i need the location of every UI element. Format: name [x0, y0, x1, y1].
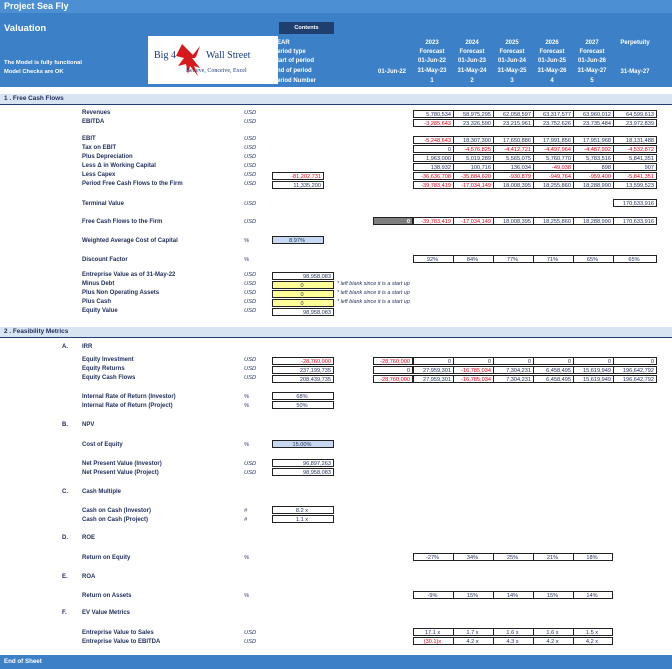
ev-cell: 0: [272, 281, 334, 289]
value-cell: -4,487,992: [573, 145, 613, 153]
header-row-label: Period type: [273, 49, 306, 55]
value-cell: 92%: [413, 255, 453, 263]
row-unit: USD: [244, 119, 257, 125]
model-status-2: Model Checks are OK: [4, 69, 64, 75]
value-cell: 0: [493, 357, 533, 365]
subsection-title: IRR: [82, 344, 93, 350]
value-cell: -9%: [413, 591, 453, 599]
value-cell: 7,304,231: [493, 366, 533, 374]
value-cell: 4.3 x: [493, 637, 533, 645]
value-cell: 5,019,289: [453, 154, 493, 162]
section-feasibility: [0, 327, 672, 338]
row-unit: USD: [244, 461, 257, 467]
value-cell: 63,317,577: [533, 110, 573, 118]
row-label: Equity Investment: [82, 357, 134, 363]
row-unit: %: [244, 238, 250, 244]
period-year: 2027: [585, 40, 599, 46]
perpetuity-end: 31-May-27: [620, 69, 650, 75]
period-num: 4: [550, 78, 554, 84]
value-cell: 17,991,856: [533, 136, 573, 144]
value-cell: -27%: [413, 553, 453, 561]
period-num: 2: [470, 78, 474, 84]
ev-note: * left blank since it is a start up: [337, 281, 410, 287]
value-cell: 17,650,886: [493, 136, 533, 144]
row-label: Plus Cash: [82, 299, 112, 305]
row-label: Revenues: [82, 110, 111, 116]
value-cell: 0: [533, 357, 573, 365]
npv-project-cell: 98,958,083: [272, 468, 334, 476]
value-cell: 58,975,295: [453, 110, 493, 118]
row-unit: USD: [244, 219, 257, 225]
value-cell: 18,008,395: [493, 181, 533, 189]
row-label: Equity Value: [82, 308, 118, 314]
coc-project-cell: 1.1 x: [272, 515, 334, 523]
row-unit: USD: [244, 272, 257, 278]
value-cell: -3,285,643: [413, 119, 453, 127]
value-cell: 15,619,949: [573, 366, 613, 374]
value-cell: 100,716: [453, 163, 493, 171]
value-cell: 136,034: [493, 163, 533, 171]
row-label: Equity Cash Flows: [82, 375, 136, 381]
period-end: 31-May-23: [417, 68, 447, 74]
value-cell: -39,783,419: [413, 181, 453, 189]
value-cell: 196,642,792: [613, 366, 657, 374]
value-cell: 0: [413, 145, 453, 153]
row-label: EBIT: [82, 136, 96, 142]
row-label: Terminal Value: [82, 201, 124, 207]
row-label: Period Free Cash Flows to the Firm: [82, 181, 183, 187]
row-unit: USD: [244, 136, 257, 142]
value-cell: 4.2 x: [573, 637, 613, 645]
period-num: 3: [510, 78, 514, 84]
ev-note: * left blank since it is a start up: [337, 290, 410, 296]
row-unit: %: [244, 394, 250, 400]
value-cell: 1,963,000: [413, 154, 453, 162]
value-cell: 17,951,968: [573, 136, 613, 144]
row-unit: USD: [244, 639, 257, 645]
value-cell: 196,642,792: [613, 375, 657, 383]
row-unit: USD: [244, 630, 257, 636]
period-year: 2023: [425, 40, 439, 46]
value-cell: 18,255,860: [533, 181, 573, 189]
value-cell: 23,972,839: [613, 119, 657, 127]
row-unit: #: [244, 517, 248, 523]
logo: [148, 36, 278, 84]
row-label: Net Present Value (Project): [82, 470, 159, 476]
irr-total-cell: 237,199,735: [272, 366, 334, 374]
value-cell: 25%: [493, 553, 533, 561]
value-cell: 5,780,534: [413, 110, 453, 118]
period-type: Forecast: [539, 49, 565, 55]
irr-total-cell: 208,439,735: [272, 375, 334, 383]
value-cell: 15,619,949: [573, 375, 613, 383]
row-unit: USD: [244, 145, 257, 151]
value-cell: 0: [613, 357, 657, 365]
row-unit: USD: [244, 281, 257, 287]
row-unit: USD: [244, 172, 257, 178]
row-unit: USD: [244, 470, 257, 476]
value-cell: -49,038: [533, 163, 573, 171]
fcff-zero-cell: 0: [373, 217, 413, 225]
row-label: Internal Rate of Return (Project): [82, 403, 173, 409]
irr-col0-cell: -28,760,000: [373, 375, 413, 383]
value-cell: 5,760,770: [533, 154, 573, 162]
total-cell: 11,335,200: [272, 181, 324, 189]
row-unit: USD: [244, 181, 257, 187]
footer-bar: [0, 655, 672, 669]
row-label: Equity Returns: [82, 366, 125, 372]
period-type: Forecast: [499, 49, 525, 55]
value-cell: 1.7 x: [453, 628, 493, 636]
subsection-title: Cash Multiple: [82, 489, 122, 495]
logo-text-left: Big 4: [154, 50, 176, 61]
row-label: Less Capex: [82, 172, 116, 178]
period-type: Forecast: [419, 49, 445, 55]
row-label: Cost of Equity: [82, 442, 123, 448]
coc-investor-cell: 8.2 x: [272, 506, 334, 514]
value-cell: 18,288,990: [573, 181, 613, 189]
value-cell: (30.1)x: [413, 637, 453, 645]
value-cell: 1.5 x: [573, 628, 613, 636]
value-cell: 7,304,231: [493, 375, 533, 383]
value-cell: 18,131,488: [613, 136, 657, 144]
value-cell: 18,307,300: [453, 136, 493, 144]
row-label: Entreprise Value to Sales: [82, 630, 154, 636]
value-cell: 64,599,613: [613, 110, 657, 118]
row-label: Return on Assets: [82, 593, 132, 599]
row-label: Plus Non Operating Assets: [82, 290, 160, 296]
row-unit: %: [244, 593, 250, 599]
row-label: Free Cash Flows to the Firm: [82, 219, 163, 225]
value-cell: 21%: [533, 553, 573, 561]
value-cell: -16,785,034: [453, 366, 493, 374]
row-unit: %: [244, 555, 250, 561]
row-label: Plus Depreciation: [82, 154, 133, 160]
project-title: Project Sea Fly: [4, 1, 69, 11]
period-start: 01-Jun-25: [537, 58, 566, 64]
period-end: 31-May-24: [457, 68, 487, 74]
row-label: Cash on Cash (Investor): [82, 508, 152, 514]
value-cell: -959,400: [573, 172, 613, 180]
value-cell: 907: [613, 163, 657, 171]
subsection-letter: B.: [62, 422, 68, 428]
irr-total-cell: -28,760,000: [272, 357, 334, 365]
value-cell: 18,008,395: [493, 217, 533, 225]
perpetuity-label: Perpetuity: [620, 40, 650, 46]
value-cell: 4.2 x: [533, 637, 573, 645]
row-label: EBITDA: [82, 119, 105, 125]
subsection-title: ROA: [82, 574, 96, 580]
header-row-label: YEAR: [273, 40, 290, 46]
value-cell: 6,458,495: [533, 375, 573, 383]
row-label: Cash on Cash (Project): [82, 517, 149, 523]
model-status-1: The Model is fully functional: [4, 60, 82, 66]
row-unit: USD: [244, 308, 257, 314]
value-cell: 17.1 x: [413, 628, 453, 636]
row-unit: USD: [244, 290, 257, 296]
value-cell: -4,576,825: [453, 145, 493, 153]
row-label: Weighted Average Cost of Capital: [82, 238, 178, 244]
row-label: Entreprise Value to EBITDA: [82, 639, 161, 645]
ev-cell: 0: [272, 299, 334, 307]
value-cell: 34%: [453, 553, 493, 561]
value-cell: -949,764: [533, 172, 573, 180]
value-cell: 5,841,351: [613, 154, 657, 162]
value-cell: 18,288,990: [573, 217, 613, 225]
contents-button[interactable]: Contents: [279, 22, 334, 34]
row-unit: USD: [244, 201, 257, 207]
row-unit: USD: [244, 357, 257, 363]
value-cell: 5,565,075: [493, 154, 533, 162]
header-row-label: End of period: [273, 68, 312, 74]
row-unit: %: [244, 257, 250, 263]
row-label: Less Δ in Working Capital: [82, 163, 156, 169]
value-cell: 84%: [453, 255, 493, 263]
value-cell: 18%: [573, 553, 613, 561]
header-row-label: Period Number: [273, 78, 317, 84]
period-start: 01-Jun-26: [577, 58, 606, 64]
logo-tagline: Believe, Conceive, Excel: [186, 68, 247, 74]
period-year: 2026: [545, 40, 559, 46]
row-unit: USD: [244, 110, 257, 116]
section-title: 1 . Free Cash Flows: [4, 95, 64, 102]
value-cell: -17,034,149: [453, 217, 493, 225]
subsection-letter: D.: [62, 535, 68, 541]
value-cell: 27,959,301: [413, 375, 453, 383]
end-of-sheet-label: End of Sheet: [4, 658, 42, 665]
row-unit: #: [244, 508, 248, 514]
subsection-letter: E.: [62, 574, 68, 580]
row-label: Return on Equity: [82, 555, 131, 561]
ev-cell: 98,958,083: [272, 272, 334, 280]
period-start: 01-Jun-22: [417, 58, 446, 64]
row-unit: USD: [244, 299, 257, 305]
row-unit: USD: [244, 375, 257, 381]
irr-investor-cell: 68%: [272, 392, 334, 400]
row-label: Entreprise Value as of 31-May-22: [82, 272, 176, 278]
ev-cell: 0: [272, 290, 334, 298]
subsection-letter: F.: [62, 610, 67, 616]
value-cell: -36,636,708: [413, 172, 453, 180]
section-free-cash-flows: [0, 94, 672, 105]
value-cell: 18,255,860: [533, 217, 573, 225]
subsection-letter: A.: [62, 344, 68, 350]
value-cell: -35,884,620: [453, 172, 493, 180]
value-cell: 23,326,590: [453, 119, 493, 127]
value-cell: 15%: [453, 591, 493, 599]
row-unit: USD: [244, 366, 257, 372]
header-row-label: Start of period: [273, 58, 315, 64]
wacc-input: 8.97%: [272, 236, 324, 244]
irr-project-cell: 50%: [272, 401, 334, 409]
value-cell: 65%: [573, 255, 613, 263]
row-unit: USD: [244, 163, 257, 169]
value-cell: 65%: [613, 255, 657, 263]
value-cell: 170,633,916: [613, 217, 657, 225]
period-type: Forecast: [579, 49, 605, 55]
value-cell: 0: [573, 357, 613, 365]
row-unit: %: [244, 403, 250, 409]
row-label: Internal Rate of Return (Investor): [82, 394, 176, 400]
row-label: Tax on EBIT: [82, 145, 117, 151]
period-start: 01-Jun-24: [497, 58, 526, 64]
value-cell: 138,932: [413, 163, 453, 171]
row-unit: %: [244, 442, 250, 448]
row-unit: USD: [244, 154, 257, 160]
row-label: Discount Factor: [82, 257, 128, 263]
value-cell: 898: [573, 163, 613, 171]
value-cell: 1.6 x: [493, 628, 533, 636]
total-cell: -81,202,731: [272, 172, 324, 180]
subsection-letter: C.: [62, 489, 68, 495]
value-cell: 23,215,961: [493, 119, 533, 127]
period-end: 31-May-25: [497, 68, 527, 74]
period-end: 31-May-26: [537, 68, 567, 74]
period-num: 1: [430, 78, 434, 84]
value-cell: 23,735,484: [573, 119, 613, 127]
period-year: 2024: [465, 40, 479, 46]
npv-investor-cell: 96,897,263: [272, 459, 334, 467]
value-cell: 4.2 x: [453, 637, 493, 645]
cost-of-equity-input: 15.00%: [272, 440, 334, 448]
value-cell: -4,532,872: [613, 145, 657, 153]
logo-text-right: Wall Street: [206, 50, 251, 61]
col0-end-date: 01-Jun-22: [378, 69, 407, 75]
value-cell: 6,458,495: [533, 366, 573, 374]
ev-cell: 98,958,083: [272, 308, 334, 316]
value-cell: 77%: [493, 255, 533, 263]
value-cell: 62,058,597: [493, 110, 533, 118]
title-bar: [0, 0, 672, 13]
value-cell: 14%: [493, 591, 533, 599]
row-label: Net Present Value (Investor): [82, 461, 162, 467]
page-title: Valuation: [4, 23, 47, 34]
period-num: 5: [590, 78, 594, 84]
subsection-title: EV Value Metrics: [82, 610, 131, 616]
value-cell: -17,034,149: [453, 181, 493, 189]
section-title: 2 . Feasibility Metrics: [4, 328, 69, 335]
value-cell: -5,248,643: [413, 136, 453, 144]
value-cell: 13,599,523: [613, 181, 657, 189]
value-cell: 63,960,012: [573, 110, 613, 118]
terminal-value-cell: 170,633,916: [613, 199, 657, 207]
period-end: 31-May-27: [577, 68, 607, 74]
value-cell: -930,879: [493, 172, 533, 180]
value-cell: 5,783,516: [573, 154, 613, 162]
irr-col0-cell: 0: [373, 366, 413, 374]
value-cell: 1.6 x: [533, 628, 573, 636]
value-cell: -39,783,419: [413, 217, 453, 225]
value-cell: -4,412,721: [493, 145, 533, 153]
period-type: Forecast: [459, 49, 485, 55]
value-cell: 23,752,626: [533, 119, 573, 127]
irr-col0-cell: -28,760,000: [373, 357, 413, 365]
value-cell: 0: [453, 357, 493, 365]
row-label: Minus Debt: [82, 281, 115, 287]
value-cell: 15%: [533, 591, 573, 599]
subsection-title: NPV: [82, 422, 95, 428]
value-cell: 0: [413, 357, 453, 365]
value-cell: 14%: [573, 591, 613, 599]
ev-note: * left blank since it is a start up: [337, 299, 410, 305]
value-cell: -16,785,034: [453, 375, 493, 383]
subsection-title: ROE: [82, 535, 96, 541]
period-start: 01-Jun-23: [457, 58, 486, 64]
value-cell: 27,959,301: [413, 366, 453, 374]
period-year: 2025: [505, 40, 519, 46]
value-cell: 71%: [533, 255, 573, 263]
value-cell: -4,497,964: [533, 145, 573, 153]
value-cell: -5,841,351: [613, 172, 657, 180]
